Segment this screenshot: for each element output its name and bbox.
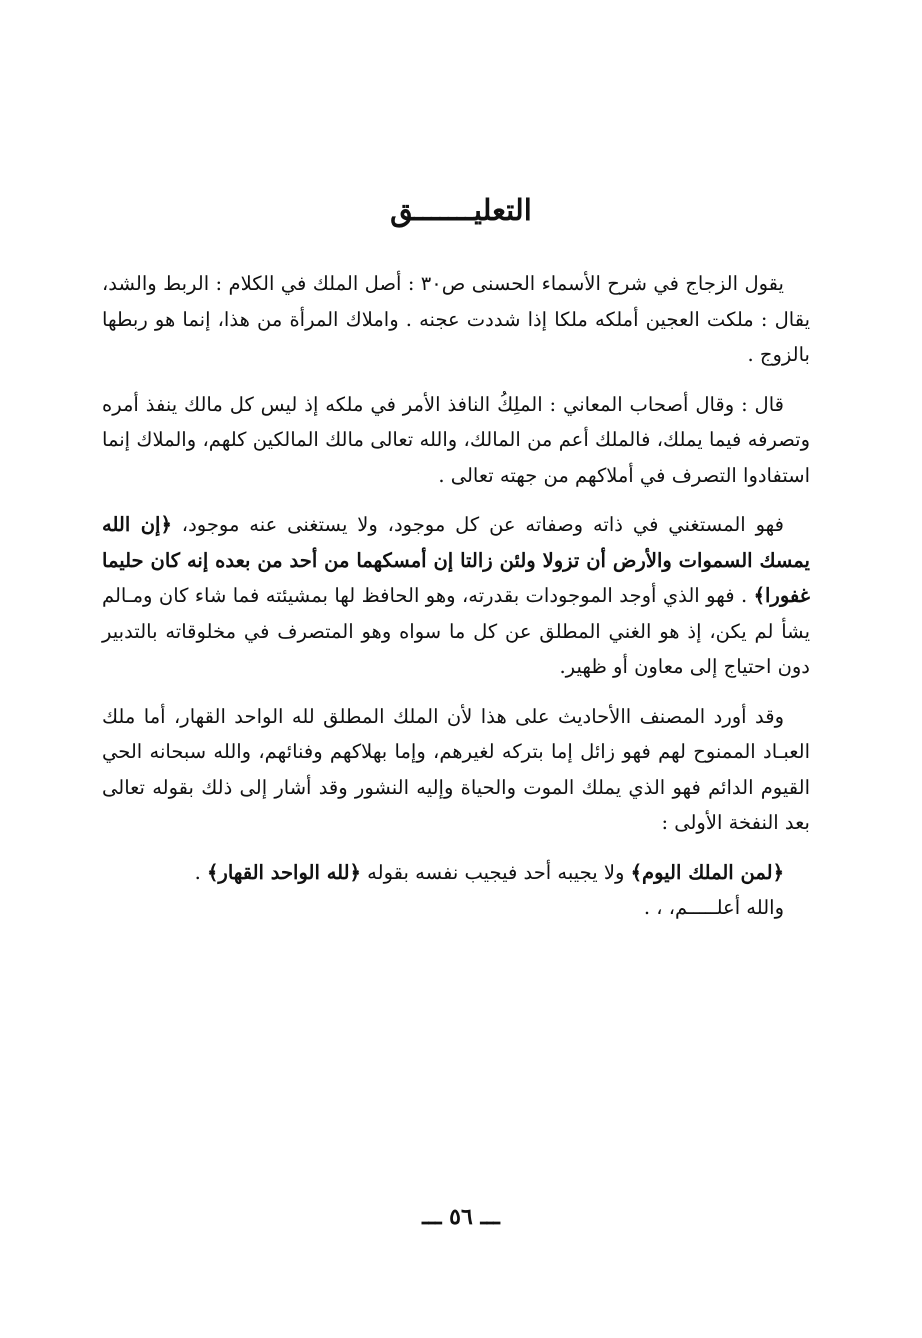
paragraph-2: قال : وقال أصحاب المعاني : الملِكُ النافذ الأمر في ملكه إذ ليس كل مالك ينفذ أمره وتصرفه فيما يملك، فالملك أعم من المالك، والله تعالى مالك المالكين كلهم، والملاك إنما استفادوا التصرف في أملاكهم من جهته تعالى . bbox=[102, 392, 810, 487]
page-number: ـــ ٥٦ ـــ bbox=[422, 1204, 500, 1230]
paragraph-5 bbox=[102, 855, 810, 891]
quran-verse-3: ﴿لله الواحد القهار﴾ bbox=[206, 860, 361, 884]
paragraph-5-end: . bbox=[194, 860, 207, 884]
paragraph-3-rest: . فهو الذي أوجد الموجودات بقدرته، وهو الحافظ لها بمشيئته فما شاء كان ومـالم يشأ لم يكن، إذ هو الغني المطلق عن كل ما سواه وهو المتصرف في مخلوقاته بالتدبير دون احتياج إلى معاون أو ظهير. bbox=[102, 584, 810, 678]
paragraph-3-intro: فهو المستغني في ذاته وصفاته عن كل موجود، ولا يستغنى عنه موجود، bbox=[171, 513, 784, 536]
paragraph-5-middle: ولا يجيبه أحد فيجيب نفسه بقوله bbox=[360, 860, 631, 884]
page-title: التعليـــــــق bbox=[390, 193, 532, 227]
closing-line: والله أعلـــــم، ، . bbox=[643, 896, 784, 919]
paragraph-4: وقد أورد المصنف االأحاديث على هذا لأن الملك المطلق لله الواحد القهار، أما ملك العبـاد الممنوح لهم فهو زائل إما بتركه لغيرهم، وإما بهلاكهم وفنائهم، والله سبحانه الحي القيوم الدائم فهو الذي يملك الموت والحياة وإليه النشور وقد أشار إلى ذلك بقوله تعالى بعد النفخة الأولى : bbox=[102, 704, 810, 834]
quran-verse-2: ﴿لمن الملك اليوم﴾ bbox=[630, 860, 784, 884]
quran-verse-1: ﴿إن الله يمسك السموات والأرض أن تزولا ولئن زالتا إن أمسكهما من أحد من بعده إنه كان حليما غفورا﴾ bbox=[102, 513, 810, 607]
paragraph-1: يقول الزجاج في شرح الأسماء الحسنى ص٣٠ : أصل الملك في الكلام : الربط والشد، يقال : ملكت العجين أملكه ملكا إذا شددت عجنه . واملاك المرأة من هذا، إنما هو ربطها بالزوج . bbox=[102, 272, 810, 366]
paragraph-3 bbox=[102, 507, 810, 685]
commentary-body bbox=[102, 266, 810, 926]
